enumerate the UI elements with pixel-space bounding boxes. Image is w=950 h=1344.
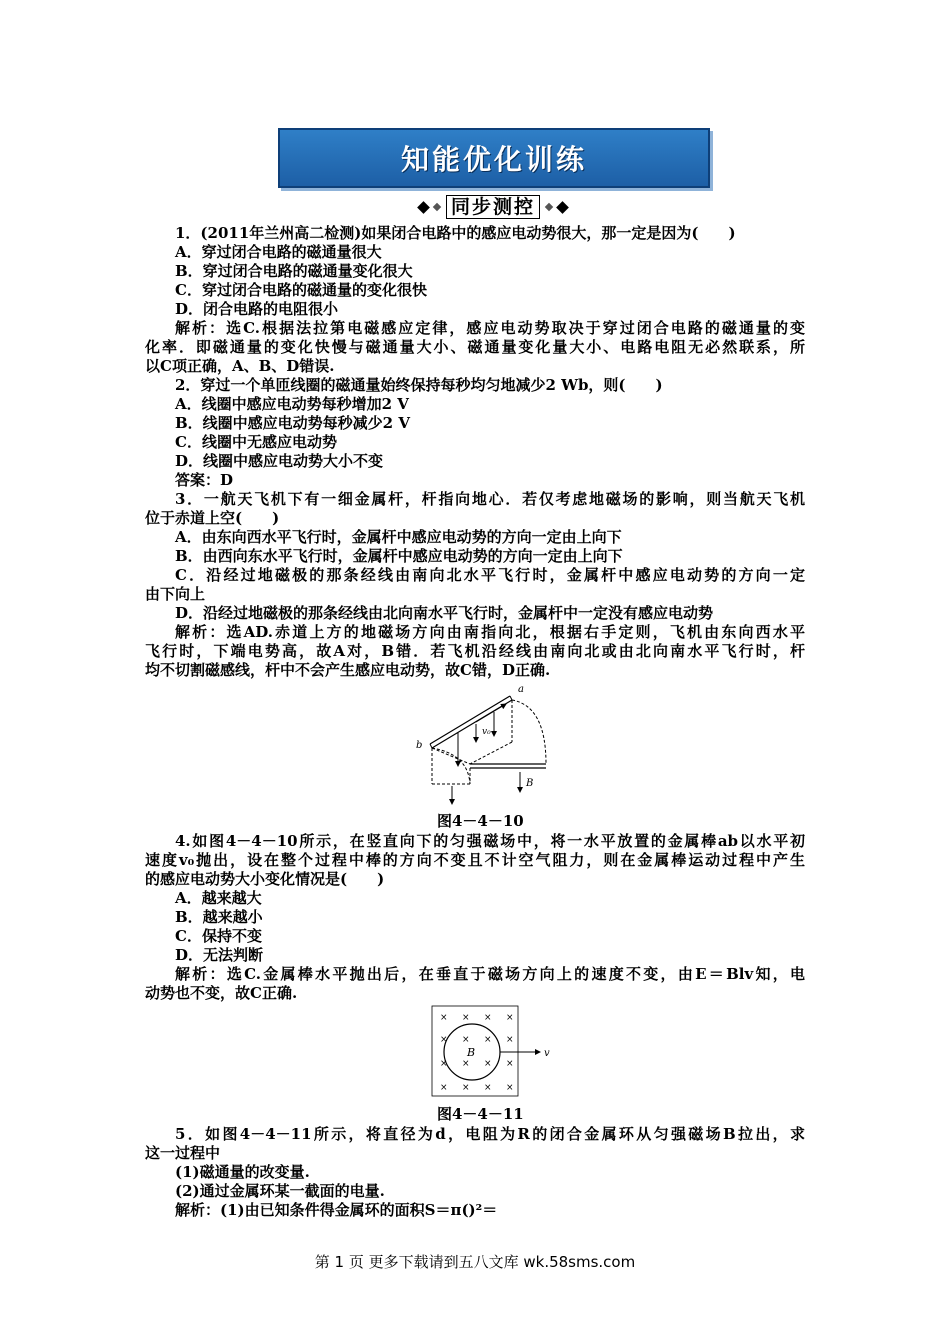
analysis-line: 动势也不变，故C正确. — [145, 984, 298, 1002]
option-line: B．穿过闭合电路的磁通量变化很大 — [175, 262, 413, 280]
label-B: B — [526, 778, 534, 789]
option-line: D．沿经过地磁极的那条经线由北向南水平飞行时，金属杆中一定没有感应电动势 — [175, 604, 714, 622]
option-line: D．闭合电路的电阻很小 — [175, 300, 339, 318]
label-b: b — [416, 740, 423, 751]
analysis-line: 解析：选C.根据法拉第电磁感应定律，感应电动势取决于穿过闭合电路的磁通量的变 — [175, 319, 805, 337]
option-line: D．无法判断 — [175, 946, 264, 964]
subheading-label: 同步测控 — [446, 195, 540, 219]
analysis-line: 解析：(1)由已知条件得金属环的面积S＝π()²＝ — [175, 1201, 498, 1219]
label-a: a — [518, 684, 524, 695]
cross-mark: × — [440, 1083, 448, 1093]
cross-mark: × — [462, 1083, 470, 1093]
figure-caption: 图4－4－10 — [437, 812, 524, 830]
cross-mark: × — [462, 1035, 470, 1045]
cross-mark: × — [462, 1013, 470, 1023]
option-line: A．越来越大 — [175, 889, 262, 907]
figure-4-4-11 — [428, 1004, 558, 1100]
analysis-line: 解析：选AD.赤道上方的地磁场方向由南指向北，根据右手定则，飞机由东向西水平 — [175, 623, 805, 641]
cross-mark: × — [506, 1035, 514, 1045]
answer-line: 答案：D — [175, 471, 234, 489]
sub-question: (2)通过金属环某一截面的电量. — [175, 1182, 385, 1200]
cross-mark: × — [506, 1059, 514, 1069]
option-line: 由下向上 — [145, 585, 206, 603]
banner-title: 知能优化训练 — [400, 143, 587, 176]
question-5-stem: 这一过程中 — [145, 1144, 221, 1162]
analysis-line: 以C项正确，A、B、D错误. — [145, 357, 335, 375]
label-B: B — [467, 1046, 476, 1059]
analysis-line: 化率．即磁通量的变化快慢与磁通量大小、磁通量变化量大小、电路电阻无必然联系，所 — [145, 338, 805, 356]
cross-mark: × — [440, 1059, 448, 1069]
question-2-stem: 2．穿过一个单匝线圈的磁通量始终保持每秒均匀地减少2 Wb，则( ) — [175, 376, 663, 394]
option-line: C．线圈中无感应电动势 — [175, 433, 337, 451]
question-5-stem: 5．如图4－4－11所示，将直径为d，电阻为R的闭合金属环从匀强磁场B拉出，求 — [175, 1125, 805, 1143]
cross-mark: × — [506, 1013, 514, 1023]
diamond-icon — [556, 201, 569, 214]
diamond-icon — [433, 203, 441, 211]
analysis-line: 解析：选C.金属棒水平抛出后，在垂直于磁场方向上的速度不变，由E＝Blv知，电 — [175, 965, 805, 983]
option-line: B．线圈中感应电动势每秒减少2 V — [175, 414, 410, 432]
question-3-stem: 位于赤道上空( ) — [145, 509, 280, 527]
page-footer: 第 1 页 更多下载请到五八文库 wk.58sms.com — [314, 1253, 636, 1271]
option-line: C．穿过闭合电路的磁通量的变化很快 — [175, 281, 427, 299]
option-line: C．沿经过地磁极的那条经线由南向北水平飞行时，金属杆中感应电动势的方向一定 — [175, 566, 805, 584]
cross-mark: × — [440, 1035, 448, 1045]
option-line: C．保持不变 — [175, 927, 262, 945]
figure-caption: 图4－4－11 — [437, 1105, 524, 1123]
question-4-stem: 4.如图4－4－10所示，在竖直向下的匀强磁场中，将一水平放置的金属棒ab以水平初 — [175, 832, 805, 850]
question-3-stem: 3．一航天飞机下有一细金属杆，杆指向地心．若仅考虑地磁场的影响，则当航天飞机 — [175, 490, 805, 508]
question-4-stem: 速度v₀抛出，设在整个过程中棒的方向不变且不计空气阻力，则在金属棒运动过程中产生 — [145, 851, 805, 869]
diamond-icon — [545, 203, 553, 211]
option-line: B．越来越小 — [175, 908, 263, 926]
option-line: A．穿过闭合电路的磁通量很大 — [175, 243, 382, 261]
option-line: A．由东向西水平飞行时，金属杆中感应电动势的方向一定由上向下 — [175, 528, 622, 546]
cross-mark: × — [484, 1013, 492, 1023]
cross-mark: × — [506, 1083, 514, 1093]
label-v0: v₀ — [482, 727, 491, 737]
question-4-stem: 的感应电动势大小变化情况是( ) — [145, 870, 385, 888]
option-line: B．由西向东水平飞行时，金属杆中感应电动势的方向一定由上向下 — [175, 547, 623, 565]
sub-question: (1)磁通量的改变量. — [175, 1163, 310, 1181]
option-line: A．线圈中感应电动势每秒增加2 V — [175, 395, 409, 413]
cross-mark: × — [440, 1013, 448, 1023]
analysis-line: 飞行时，下端电势高，故A对，B错．若飞机沿经线由南向北或由北向南水平飞行时，杆 — [145, 642, 805, 660]
cross-mark: × — [484, 1035, 492, 1045]
figure-4-4-10 — [410, 682, 550, 806]
question-1-stem: 1．(2011年兰州高二检测)如果闭合电路中的感应电动势很大，那一定是因为( ) — [175, 224, 736, 242]
cross-mark: × — [484, 1083, 492, 1093]
cross-mark: × — [484, 1059, 492, 1069]
cross-mark: × — [462, 1059, 470, 1069]
label-v: v — [544, 1048, 550, 1059]
section-banner — [278, 128, 710, 188]
diamond-icon — [417, 201, 430, 214]
section-subheading — [390, 194, 596, 220]
analysis-line: 均不切割磁感线，杆中不会产生感应电动势，故C错，D正确. — [145, 661, 551, 679]
option-line: D．线圈中感应电动势大小不变 — [175, 452, 384, 470]
